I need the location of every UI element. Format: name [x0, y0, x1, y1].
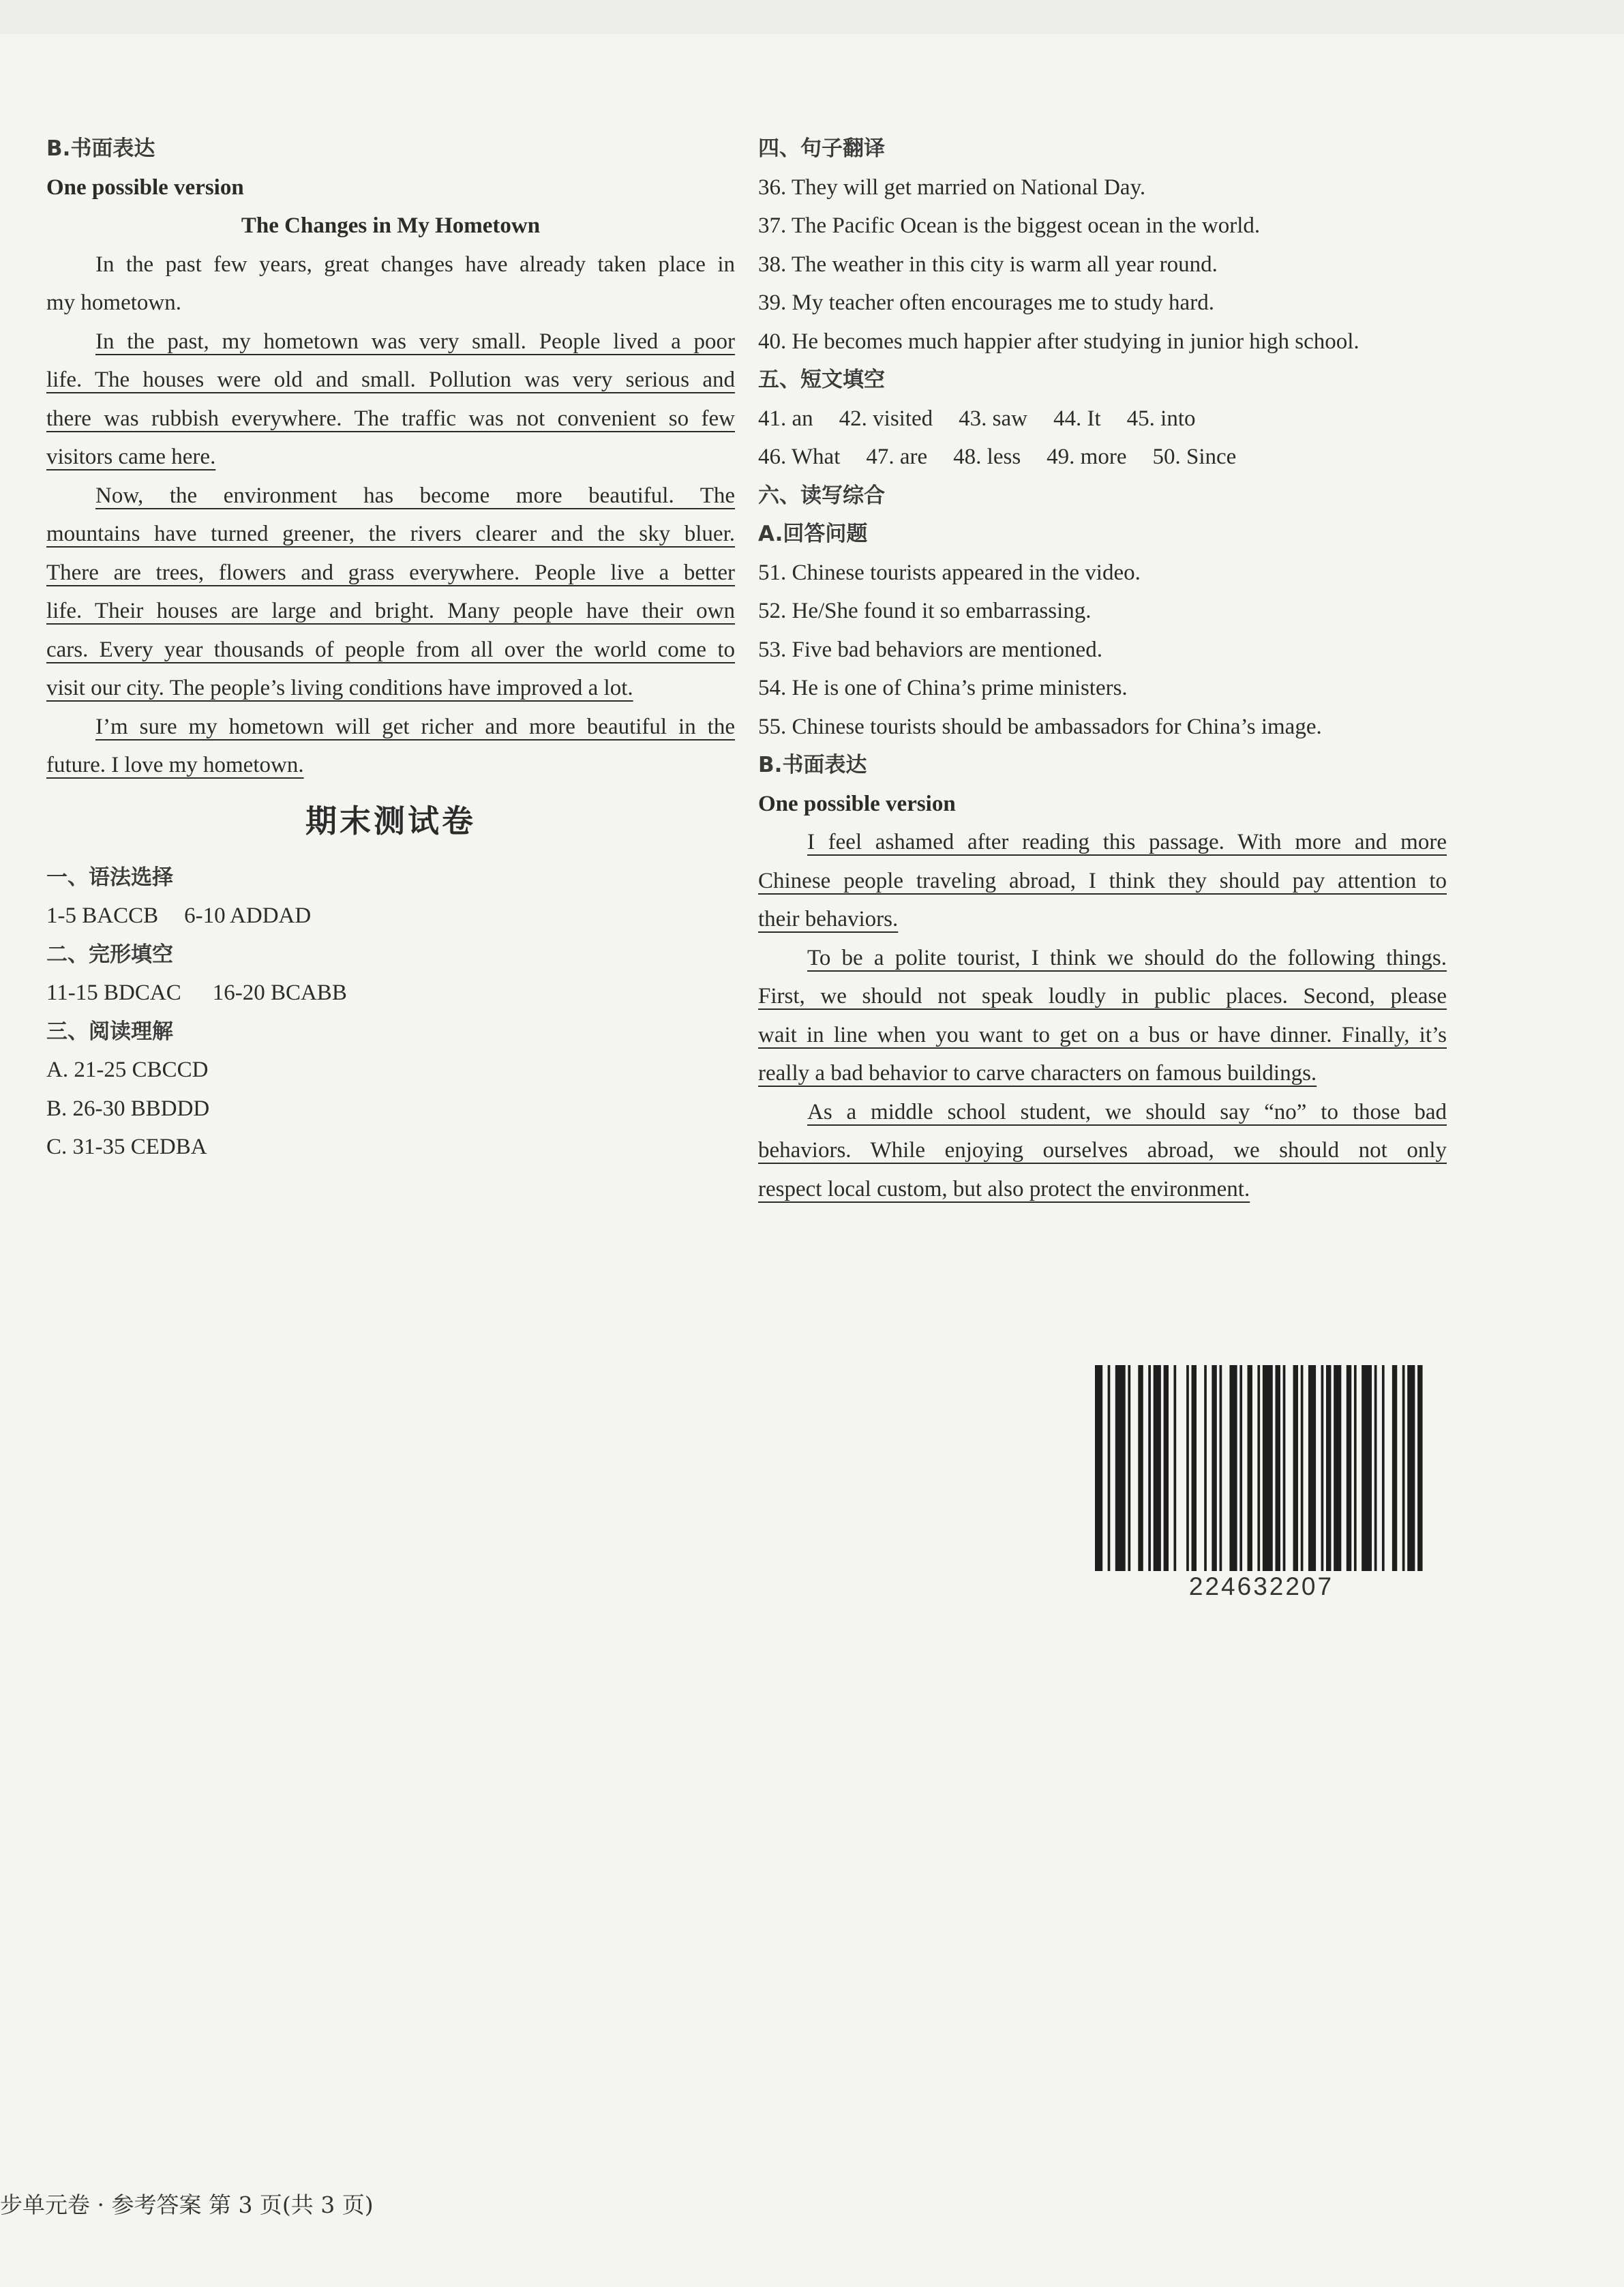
barcode-bar — [1382, 1365, 1385, 1571]
essay-line-text: respect local custom, but also protect the environment. — [758, 1176, 1250, 1201]
essay-line-text: In the past, my hometown was very small. People lived a poor — [95, 329, 735, 354]
barcode-bar — [1263, 1365, 1273, 1571]
essay-line-text: I’m sure my hometown will get richer and more beautiful in the — [95, 714, 735, 739]
essay-line-text: my hometown. — [46, 290, 181, 315]
essay-line-text: Chinese people traveling abroad, I think they should pay attention to — [758, 868, 1447, 893]
barcode-bar — [1095, 1365, 1102, 1571]
barcode-bar — [1154, 1365, 1161, 1571]
essay-line-text: behaviors. While enjoying ourselves abroad, we should not only — [758, 1138, 1447, 1163]
qa-answer: 55. Chinese tourists should be ambassadors for China’s image. — [758, 714, 1322, 739]
qa-heading: A.回答问题 — [758, 522, 868, 546]
cloze-answers — [46, 974, 735, 1013]
translation-heading: 四、句子翻译 — [758, 136, 885, 161]
barcode-bar — [1326, 1365, 1331, 1571]
essay-line — [46, 284, 735, 323]
barcode-bar — [1275, 1365, 1280, 1571]
barcode-bar — [1212, 1365, 1216, 1571]
barcode-bar — [1417, 1365, 1422, 1571]
essay-line-text: life. Their houses are large and bright. Many people have their own — [46, 599, 735, 623]
barcode-bar — [1173, 1365, 1176, 1571]
reading-answer-c: C. 31-35 CEDBA — [46, 1135, 207, 1159]
essay-line — [758, 1170, 1447, 1209]
barcode-bar — [1115, 1365, 1126, 1571]
writing-section-heading: B.书面表达 — [46, 136, 155, 161]
barcode-bars — [1095, 1365, 1428, 1571]
cloze-heading: 二、完形填空 — [46, 942, 173, 967]
fill-answer: 44. It — [1053, 406, 1101, 431]
answer-group: 16-20 BCABB — [212, 981, 347, 1005]
essay-line — [758, 1131, 1447, 1170]
barcode-bar — [1128, 1365, 1130, 1571]
essay-line — [46, 477, 735, 515]
barcode-bar — [1148, 1365, 1151, 1571]
fill-answer: 45. into — [1126, 406, 1196, 431]
essay-line-text: life. The houses were old and small. Pollution was very serious and — [46, 368, 735, 392]
barcode-bar — [1204, 1365, 1207, 1571]
barcode-bar — [1283, 1365, 1286, 1571]
barcode-bar — [1138, 1365, 1143, 1571]
fill-answer: 43. saw — [959, 406, 1027, 431]
translation-item: 38. The weather in this city is warm all year round. — [758, 252, 1218, 277]
essay-line-text: their behaviors. — [758, 907, 899, 931]
reading-answer-b: B. 26-30 BBDDD — [46, 1096, 210, 1121]
barcode-bar — [1164, 1365, 1169, 1571]
top-scan-strip — [0, 0, 1624, 34]
fill-answer: 42. visited — [839, 406, 933, 431]
barcode-bar — [1392, 1365, 1397, 1571]
barcode-bar — [1308, 1365, 1316, 1571]
essay-line — [758, 1093, 1447, 1132]
essay-line — [46, 361, 735, 400]
qa-answer: 54. He is one of China’s prime ministers. — [758, 676, 1128, 700]
barcode-bar — [1239, 1365, 1242, 1571]
essay-line-text: As a middle school student, we should say “no” to those bad — [807, 1099, 1447, 1124]
answer-group: 6-10 ADDAD — [184, 903, 312, 928]
essay-line-text: visitors came here. — [46, 445, 216, 469]
essay-line-text: Now, the environment has become more beautiful. The — [95, 483, 735, 508]
essay-line — [46, 669, 735, 708]
barcode-bar — [1334, 1365, 1341, 1571]
fill-answer: 49. more — [1047, 445, 1127, 469]
essay-line-text: future. I love my hometown. — [46, 753, 304, 777]
barcode-bar — [1248, 1365, 1252, 1571]
fill-answer: 46. What — [758, 445, 841, 469]
translation-item: 40. He becomes much happier after studying in junior high school. — [758, 329, 1359, 354]
barcode-bar — [1354, 1365, 1357, 1571]
essay-line — [46, 323, 735, 361]
translation-item: 36. They will get married on National Day. — [758, 175, 1146, 200]
essay-line-text: visit our city. The people’s living conditions have improved a lot. — [46, 676, 633, 700]
translation-item: 39. My teacher often encourages me to study hard. — [758, 290, 1214, 315]
essay-line-text: really a bad behavior to carve characters on famous buildings. — [758, 1061, 1317, 1086]
essay-line — [46, 245, 735, 284]
barcode-bar — [1347, 1365, 1351, 1571]
essay-line — [46, 438, 735, 477]
barcode-bar — [1108, 1365, 1111, 1571]
essay-line-text: mountains have turned greener, the rivers clearer and the sky bluer. — [46, 522, 735, 546]
reading-writing-heading: 六、读写综合 — [758, 483, 885, 508]
essay-line-text: I feel ashamed after reading this passage. With more and more — [807, 830, 1447, 854]
essay-line — [758, 939, 1447, 978]
qa-answer: 53. Five bad behaviors are mentioned. — [758, 637, 1102, 662]
essay-line-text: To be a polite tourist, I think we should do the following things. — [807, 945, 1447, 970]
fill-answer: 47. are — [866, 445, 928, 469]
barcode-bar — [1374, 1365, 1377, 1571]
barcode-bar — [1362, 1365, 1372, 1571]
essay-line — [46, 592, 735, 631]
barcode-number: 224632207 — [1188, 1572, 1334, 1600]
essay-line-text: there was rubbish everywhere. The traffic was not convenient so few — [46, 406, 735, 431]
barcode-bar — [1220, 1365, 1222, 1571]
writing-section-heading: B.书面表达 — [758, 753, 867, 777]
qa-answer: 51. Chinese tourists appeared in the video. — [758, 560, 1141, 585]
fill-answer: 41. an — [758, 406, 813, 431]
essay-title: The Changes in My Hometown — [241, 213, 541, 238]
essay-line — [758, 900, 1447, 939]
barcode-bar — [1402, 1365, 1405, 1571]
fill-answer: 50. Since — [1152, 445, 1237, 469]
barcode-bar — [1192, 1365, 1197, 1571]
barcode-bar — [1301, 1365, 1304, 1571]
reading-heading: 三、阅读理解 — [46, 1019, 173, 1044]
essay-line — [758, 977, 1447, 1016]
essay-line — [46, 708, 735, 747]
answer-group: 11-15 BDCAC — [46, 981, 181, 1005]
essay-line — [46, 631, 735, 670]
barcode — [1095, 1365, 1428, 1601]
version-label: One possible version — [46, 175, 244, 200]
essay-line — [46, 515, 735, 554]
fill-answers-row — [758, 438, 1447, 477]
right-column — [758, 130, 1447, 1208]
essay-line — [758, 1054, 1447, 1093]
essay-line — [758, 1016, 1447, 1055]
essay-line — [758, 862, 1447, 901]
barcode-bar — [1229, 1365, 1237, 1571]
page-footer: 步单元卷 · 参考答案 第 3 页(共 3 页) — [0, 2192, 374, 2218]
essay-line — [758, 823, 1447, 862]
version-label: One possible version — [758, 791, 956, 816]
reading-answer-a: A. 21-25 CBCCD — [46, 1058, 209, 1082]
barcode-bar — [1186, 1365, 1189, 1571]
barcode-bar — [1257, 1365, 1260, 1571]
essay-line-text: wait in line when you want to get on a bus or have dinner. Finally, it’s — [758, 1022, 1447, 1047]
barcode-bar — [1293, 1365, 1298, 1571]
barcode-bar — [1321, 1365, 1324, 1571]
qa-answer: 52. He/She found it so embarrassing. — [758, 599, 1092, 623]
barcode-bar — [1407, 1365, 1415, 1571]
tourist-essay — [758, 823, 1447, 1208]
essay-line-text: There are trees, flowers and grass everywhere. People live a better — [46, 560, 735, 585]
essay-line — [46, 554, 735, 593]
translation-item: 37. The Pacific Ocean is the biggest ocean in the world. — [758, 213, 1261, 238]
fill-answers-row — [758, 400, 1447, 438]
essay-line — [46, 746, 735, 785]
essay-line-text: In the past few years, great changes have already taken place in — [95, 252, 735, 277]
final-exam-title: 期末测试卷 — [305, 802, 476, 839]
essay-line-text: First, we should not speak loudly in public places. Second, please — [758, 984, 1447, 1008]
left-column — [46, 130, 735, 1167]
answer-group: 1-5 BACCB — [46, 903, 159, 928]
grammar-heading: 一、语法选择 — [46, 865, 173, 890]
fill-answer: 48. less — [953, 445, 1021, 469]
essay-line — [46, 400, 735, 438]
grammar-answers — [46, 897, 735, 936]
fill-heading: 五、短文填空 — [758, 368, 885, 392]
essay-line-text: cars. Every year thousands of people from all over the world come to — [46, 637, 735, 662]
hometown-essay — [46, 245, 735, 785]
